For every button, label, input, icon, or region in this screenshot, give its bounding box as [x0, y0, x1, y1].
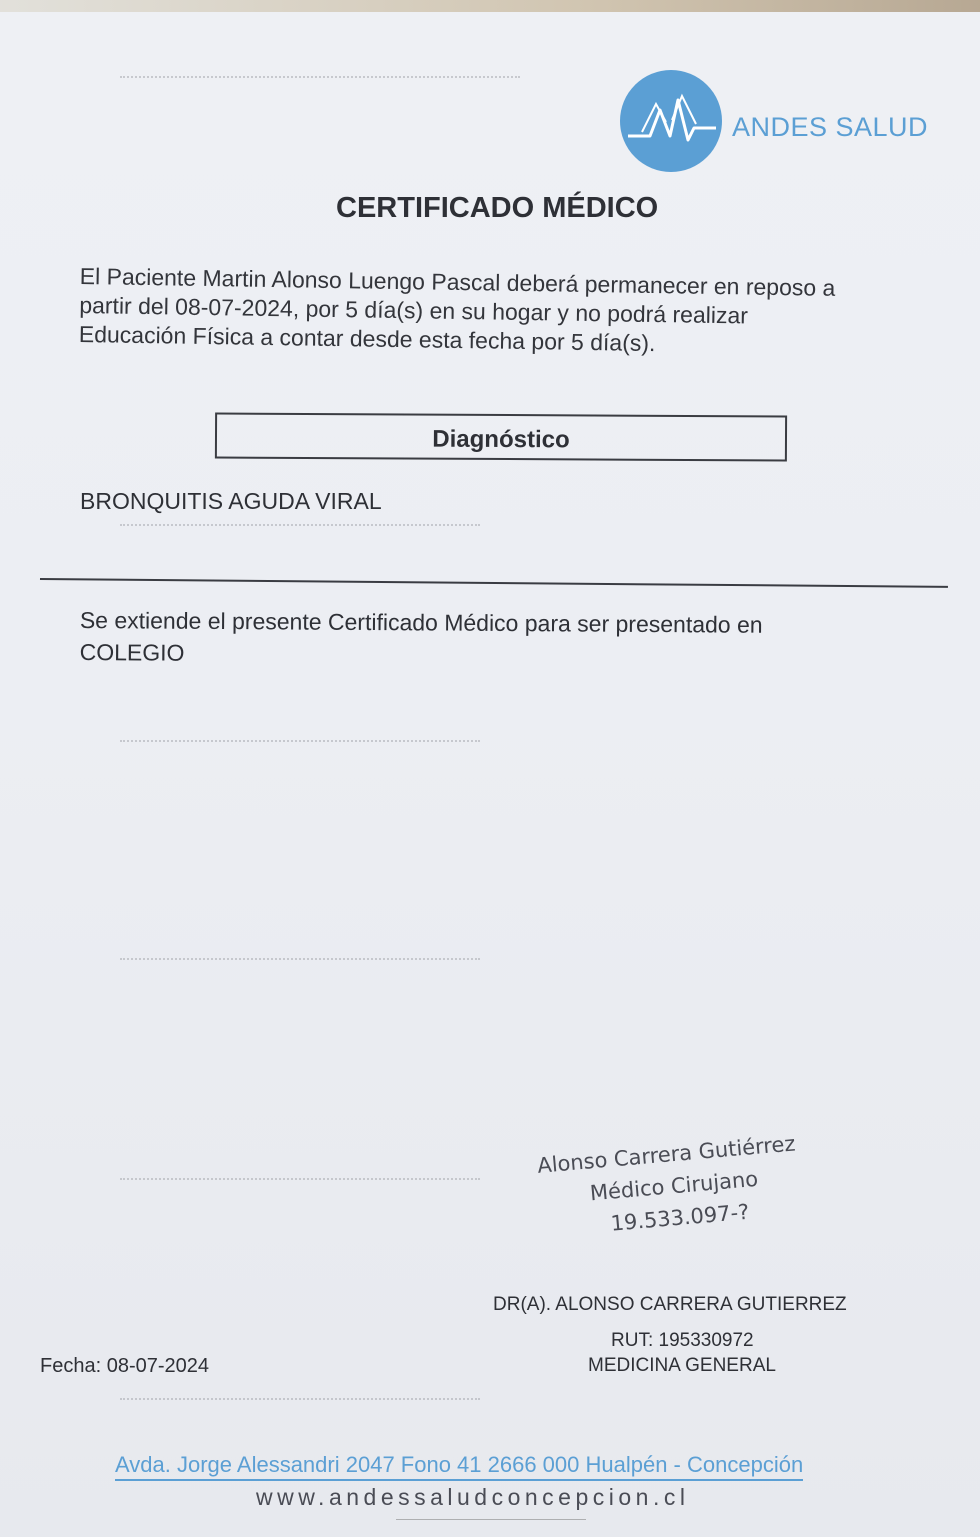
footer-address: Avda. Jorge Alessandri 2047 Fono 41 2666 000 Hualpén - Concepción	[115, 1452, 803, 1481]
document-title: CERTIFICADO MÉDICO	[336, 192, 659, 224]
faint-line	[120, 958, 480, 960]
faint-line	[120, 1398, 480, 1400]
body-line: Educación Física a contar desde esta fecha por 5 día(s).	[78, 320, 656, 357]
purpose-destination: COLEGIO	[79, 638, 185, 666]
background-strip	[0, 0, 980, 12]
purpose-statement	[80, 604, 900, 674]
stamp-id: 19.533.097-?	[609, 1199, 751, 1236]
issue-date: Fecha: 08-07-2024	[40, 1355, 210, 1377]
doctor-specialty: MEDICINA GENERAL	[588, 1355, 776, 1376]
purpose-line: Se extiende el presente Certificado Médico para ser presentado en	[79, 606, 763, 638]
brand-name: ANDES SALUD	[732, 112, 929, 142]
faint-line	[120, 524, 480, 526]
stamp-name: Alonso Carrera Gutiérrez	[536, 1131, 797, 1178]
mountain-heartbeat-icon	[620, 70, 722, 172]
body-line: partir del 08-07-2024, por 5 día(s) en su hogar y no podrá realizar	[79, 291, 749, 329]
doctor-stamp	[536, 1124, 843, 1246]
diagnosis-text: BRONQUITIS AGUDA VIRAL	[80, 488, 382, 514]
certificate-body	[79, 262, 920, 362]
footer-website: www.andessaludconcepcion.cl	[256, 1484, 690, 1510]
section-divider	[40, 578, 948, 588]
diagnosis-heading: Diagnóstico	[432, 425, 570, 454]
faint-line	[120, 1178, 480, 1180]
stamp-title: Médico Cirujano	[588, 1166, 759, 1206]
doctor-rut: RUT: 195330972	[611, 1330, 754, 1351]
faint-line	[120, 740, 480, 742]
diagnosis-heading-box	[215, 413, 787, 462]
doctor-name: DR(A). ALONSO CARRERA GUTIERREZ	[493, 1294, 847, 1315]
footer-fineprint	[396, 1516, 586, 1526]
body-line: El Paciente Martin Alonso Luengo Pascal deberá permanecer en reposo a	[79, 262, 836, 301]
faint-line	[120, 76, 520, 78]
